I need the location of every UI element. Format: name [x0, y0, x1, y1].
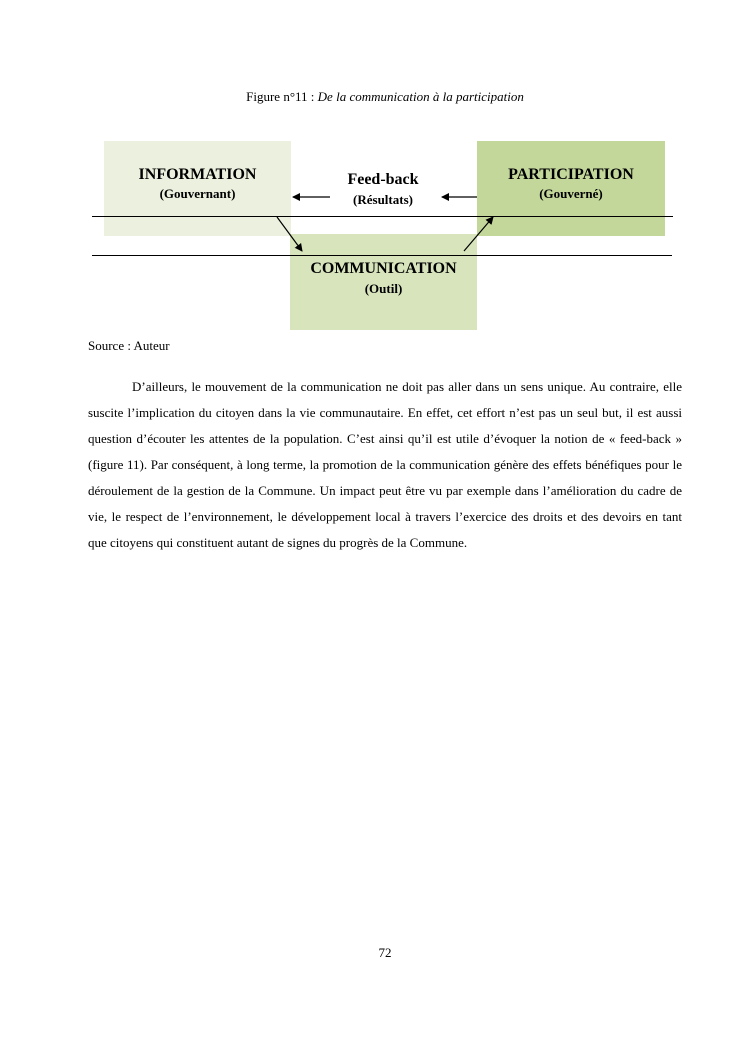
source-note: Source : Auteur — [88, 338, 170, 353]
participation-subtitle: (Gouverné) — [539, 186, 603, 201]
diagram-arrows — [0, 0, 745, 340]
arrow-communication-to-participation — [464, 217, 493, 251]
information-title: INFORMATION — [138, 166, 257, 183]
information-subtitle: (Gouvernant) — [159, 186, 236, 201]
feedback-title: Feed-back — [347, 171, 419, 188]
page-number: 72 — [378, 945, 392, 960]
body-paragraph: D’ailleurs, le mouvement de la communication ne doit pas aller dans un sens unique. Au contraire, elle suscite l’implication du citoyen dans la vie communautaire. En effet, cet effort n’est pas un seul but, il est aussi question d’écouter les attentes de la population. C’est ainsi qu’il est utile d’évoquer la notion de « feed-back » (figure 11). Par conséquent, à long terme, la promotion de la communication génère des effets bénéfiques pour le déroulement de la gestion de la Commune. Un impact peut être vu par exemple dans l’amélioration du cadre de vie, le respect de l’environnement, le développement local à travers l’exercice des droits et des devoirs en tant que citoyens qui constituent autant de signes du progrès de la Commune. — [88, 379, 682, 550]
communication-title: COMMUNICATION — [310, 260, 457, 277]
participation-title: PARTICIPATION — [508, 166, 634, 183]
communication-participation-diagram — [0, 0, 745, 340]
figure-caption-prefix: Figure n°11 : — [246, 89, 318, 104]
arrow-information-to-communication — [277, 217, 302, 251]
figure-caption-title: De la communication à la participation — [317, 89, 524, 104]
feedback-subtitle: (Résultats) — [353, 192, 413, 207]
communication-subtitle: (Outil) — [364, 281, 403, 296]
